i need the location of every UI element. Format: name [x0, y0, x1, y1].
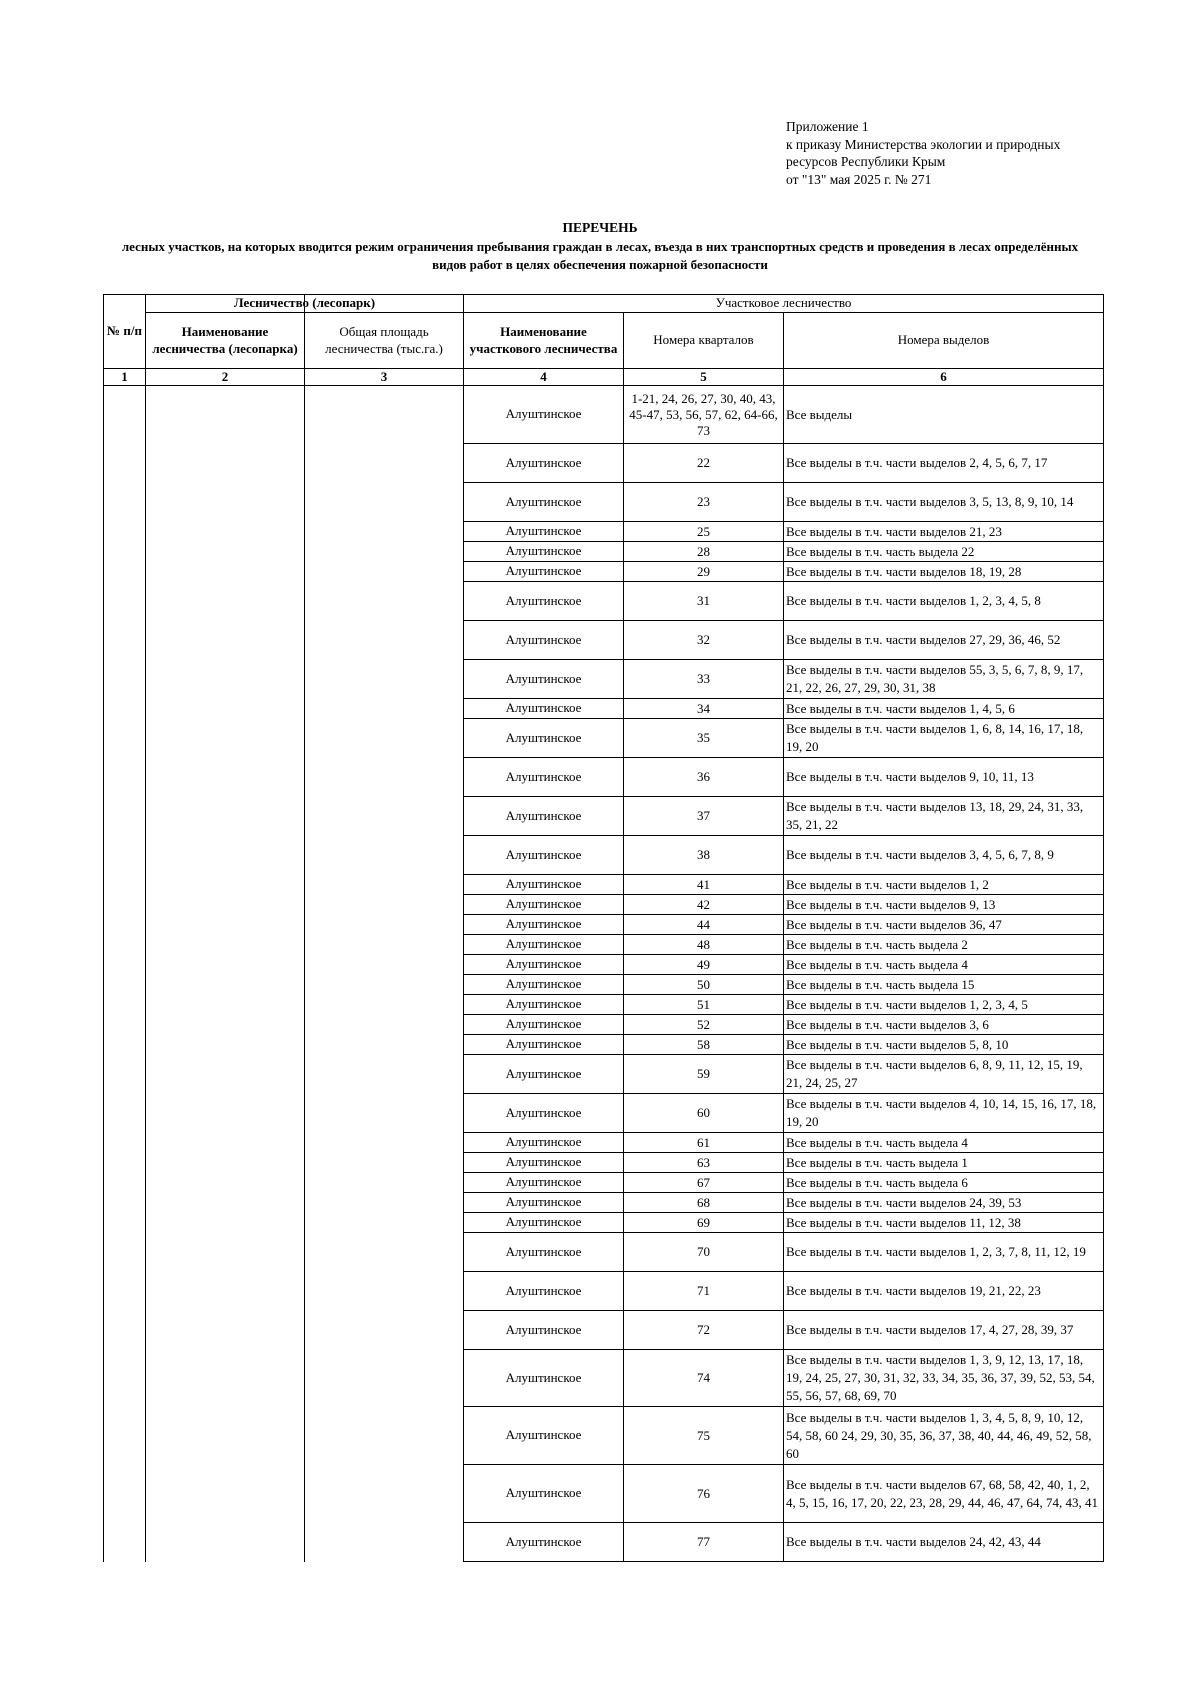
parcels-cell: Все выделы в т.ч. часть выдела 6 — [784, 1173, 1104, 1193]
parcels-cell: Все выделы в т.ч. часть выдела 1 — [784, 1153, 1104, 1173]
parcels-cell: Все выделы в т.ч. части выделов 17, 4, 27, 28, 39, 37 — [784, 1311, 1104, 1350]
district-name-cell: Алуштинское — [464, 1173, 624, 1193]
parcels-cell: Все выделы — [784, 386, 1104, 444]
district-name-cell: Алуштинское — [464, 915, 624, 935]
quarters-cell: 61 — [624, 1133, 784, 1153]
parcels-cell: Все выделы в т.ч. часть выдела 22 — [784, 542, 1104, 562]
parcels-cell: Все выделы в т.ч. части выделов 1, 4, 5, 6 — [784, 699, 1104, 719]
quarters-cell: 51 — [624, 995, 784, 1015]
parcels-cell: Все выделы в т.ч. части выделов 11, 12, 38 — [784, 1213, 1104, 1233]
district-name-cell: Алуштинское — [464, 975, 624, 995]
column-number-2: 2 — [146, 369, 305, 386]
quarters-cell: 48 — [624, 935, 784, 955]
forestry-name-cell — [146, 386, 305, 1562]
quarters-cell: 72 — [624, 1311, 784, 1350]
district-name-cell: Алуштинское — [464, 1015, 624, 1035]
parcels-cell: Все выделы в т.ч. части выделов 21, 23 — [784, 522, 1104, 542]
quarters-cell: 63 — [624, 1153, 784, 1173]
quarters-cell: 68 — [624, 1193, 784, 1213]
quarters-cell: 59 — [624, 1055, 784, 1094]
forestry-area-cell — [305, 386, 464, 1562]
document-subtitle: лесных участков, на которых вводится режим ограничения пребывания граждан в лесах, въезда в них транспортных средств и проведения в лесах определённых видов работ в целях обеспечения пожарной безопасности — [121, 239, 1079, 272]
parcels-cell: Все выделы в т.ч. части выделов 24, 42, 43, 44 — [784, 1523, 1104, 1562]
district-name-cell: Алуштинское — [464, 995, 624, 1015]
quarters-cell: 36 — [624, 758, 784, 797]
quarters-cell: 25 — [624, 522, 784, 542]
header-number: № п/п — [104, 295, 146, 369]
quarters-cell: 76 — [624, 1465, 784, 1523]
parcels-cell: Все выделы в т.ч. части выделов 6, 8, 9, 11, 12, 15, 19, 21, 24, 25, 27 — [784, 1055, 1104, 1094]
header-quarters: Номера кварталов — [624, 313, 784, 369]
parcels-cell: Все выделы в т.ч. части выделов 1, 3, 4, 5, 8, 9, 10, 12, 54, 58, 60 24, 29, 30, 35, 36, 37, 38, 40, 44, 46, 49, 52, 58, 60 — [784, 1407, 1104, 1465]
parcels-cell: Все выделы в т.ч. часть выдела 4 — [784, 955, 1104, 975]
parcels-cell: Все выделы в т.ч. части выделов 55, 3, 5, 6, 7, 8, 9, 17, 21, 22, 26, 27, 29, 30, 31, 38 — [784, 660, 1104, 699]
quarters-cell: 22 — [624, 444, 784, 483]
parcels-cell: Все выделы в т.ч. части выделов 1, 3, 9, 12, 13, 17, 18, 19, 24, 25, 27, 30, 31, 32, 33, 34, 35, 36, 37, 39, 52, 53, 54, 55, 56, 57, 68, 69, 70 — [784, 1350, 1104, 1407]
parcels-cell: Все выделы в т.ч. части выделов 36, 47 — [784, 915, 1104, 935]
district-name-cell: Алуштинское — [464, 660, 624, 699]
district-name-cell: Алуштинское — [464, 386, 624, 444]
column-number-5: 5 — [624, 369, 784, 386]
document-title: ПЕРЕЧЕНЬ — [562, 220, 638, 235]
parcels-cell: Все выделы в т.ч. части выделов 27, 29, 36, 46, 52 — [784, 621, 1104, 660]
district-name-cell: Алуштинское — [464, 836, 624, 875]
parcels-cell: Все выделы в т.ч. части выделов 3, 6 — [784, 1015, 1104, 1035]
parcels-cell: Все выделы в т.ч. части выделов 4, 10, 14, 15, 16, 17, 18, 19, 20 — [784, 1094, 1104, 1133]
district-name-cell: Алуштинское — [464, 935, 624, 955]
quarters-cell: 60 — [624, 1094, 784, 1133]
quarters-cell: 75 — [624, 1407, 784, 1465]
district-name-cell: Алуштинское — [464, 1133, 624, 1153]
column-number-1: 1 — [104, 369, 146, 386]
quarters-cell: 29 — [624, 562, 784, 582]
quarters-cell: 35 — [624, 719, 784, 758]
parcels-cell: Все выделы в т.ч. часть выдела 4 — [784, 1133, 1104, 1153]
header-group-forestry: Лесничество (лесопарк) — [146, 295, 464, 313]
appendix-line: от "13" мая 2025 г. № 271 — [786, 171, 932, 187]
appendix-line: Приложение 1 — [786, 119, 869, 134]
quarters-cell: 71 — [624, 1272, 784, 1311]
district-name-cell: Алуштинское — [464, 719, 624, 758]
district-name-cell: Алуштинское — [464, 895, 624, 915]
parcels-cell: Все выделы в т.ч. части выделов 2, 4, 5, 6, 7, 17 — [784, 444, 1104, 483]
district-name-cell: Алуштинское — [464, 1153, 624, 1173]
quarters-cell: 44 — [624, 915, 784, 935]
district-name-cell: Алуштинское — [464, 797, 624, 836]
parcels-cell: Все выделы в т.ч. части выделов 3, 5, 13, 8, 9, 10, 14 — [784, 483, 1104, 522]
district-name-cell: Алуштинское — [464, 1465, 624, 1523]
column-number-3: 3 — [305, 369, 464, 386]
parcels-cell: Все выделы в т.ч. части выделов 67, 68, 58, 42, 40, 1, 2, 4, 5, 15, 16, 17, 20, 22, 23, 28, 29, 44, 46, 47, 64, 74, 43, 41 — [784, 1465, 1104, 1523]
header-forestry-name: Наименование лесничества (лесопарка) — [146, 313, 305, 369]
table-row — [104, 386, 1104, 444]
quarters-cell: 67 — [624, 1173, 784, 1193]
parcels-cell: Все выделы в т.ч. части выделов 1, 2, 3, 4, 5, 8 — [784, 582, 1104, 621]
district-name-cell: Алуштинское — [464, 1523, 624, 1562]
parcels-cell: Все выделы в т.ч. части выделов 19, 21, 22, 23 — [784, 1272, 1104, 1311]
quarters-cell: 77 — [624, 1523, 784, 1562]
quarters-cell: 70 — [624, 1233, 784, 1272]
parcels-cell: Все выделы в т.ч. части выделов 1, 2, 3, 7, 8, 11, 12, 19 — [784, 1233, 1104, 1272]
parcels-cell: Все выделы в т.ч. части выделов 24, 39, 53 — [784, 1193, 1104, 1213]
district-name-cell: Алуштинское — [464, 522, 624, 542]
quarters-cell: 31 — [624, 582, 784, 621]
district-name-cell: Алуштинское — [464, 1272, 624, 1311]
quarters-cell: 38 — [624, 836, 784, 875]
quarters-cell: 49 — [624, 955, 784, 975]
district-name-cell: Алуштинское — [464, 1055, 624, 1094]
quarters-cell: 32 — [624, 621, 784, 660]
parcels-cell: Все выделы в т.ч. части выделов 9, 13 — [784, 895, 1104, 915]
quarters-cell: 33 — [624, 660, 784, 699]
column-number-4: 4 — [464, 369, 624, 386]
parcels-cell: Все выделы в т.ч. часть выдела 15 — [784, 975, 1104, 995]
district-name-cell: Алуштинское — [464, 1350, 624, 1407]
quarters-cell: 50 — [624, 975, 784, 995]
district-name-cell: Алуштинское — [464, 582, 624, 621]
district-name-cell: Алуштинское — [464, 955, 624, 975]
parcels-cell: Все выделы в т.ч. части выделов 5, 8, 10 — [784, 1035, 1104, 1055]
header-group-district: Участковое лесничество — [464, 295, 1104, 313]
district-name-cell: Алуштинское — [464, 483, 624, 522]
district-name-cell: Алуштинское — [464, 758, 624, 797]
forest-parcels-table — [103, 294, 1104, 1562]
district-name-cell: Алуштинское — [464, 1035, 624, 1055]
parcels-cell: Все выделы в т.ч. части выделов 1, 2 — [784, 875, 1104, 895]
quarters-cell: 41 — [624, 875, 784, 895]
parcels-cell: Все выделы в т.ч. части выделов 1, 6, 8, 14, 16, 17, 18, 19, 20 — [784, 719, 1104, 758]
row-number-cell — [104, 386, 146, 1562]
quarters-cell: 52 — [624, 1015, 784, 1035]
quarters-cell: 28 — [624, 542, 784, 562]
quarters-cell: 23 — [624, 483, 784, 522]
district-name-cell: Алуштинское — [464, 542, 624, 562]
appendix-line: ресурсов Республики Крым — [786, 154, 946, 169]
parcels-cell: Все выделы в т.ч. части выделов 9, 10, 11, 13 — [784, 758, 1104, 797]
parcels-cell: Все выделы в т.ч. часть выдела 2 — [784, 935, 1104, 955]
district-name-cell: Алуштинское — [464, 562, 624, 582]
district-name-cell: Алуштинское — [464, 444, 624, 483]
district-name-cell: Алуштинское — [464, 1233, 624, 1272]
district-name-cell: Алуштинское — [464, 1213, 624, 1233]
header-district-name: Наименование участкового лесничества — [464, 313, 624, 369]
quarters-cell: 37 — [624, 797, 784, 836]
header-parcels: Номера выделов — [784, 313, 1104, 369]
district-name-cell: Алуштинское — [464, 1407, 624, 1465]
appendix-block — [786, 118, 1060, 188]
quarters-cell: 42 — [624, 895, 784, 915]
quarters-cell: 74 — [624, 1350, 784, 1407]
parcels-cell: Все выделы в т.ч. части выделов 13, 18, 29, 24, 31, 33, 35, 21, 22 — [784, 797, 1104, 836]
quarters-cell: 34 — [624, 699, 784, 719]
quarters-cell: 69 — [624, 1213, 784, 1233]
parcels-cell: Все выделы в т.ч. части выделов 3, 4, 5, 6, 7, 8, 9 — [784, 836, 1104, 875]
district-name-cell: Алуштинское — [464, 1193, 624, 1213]
column-number-6: 6 — [784, 369, 1104, 386]
district-name-cell: Алуштинское — [464, 1311, 624, 1350]
quarters-cell: 1-21, 24, 26, 27, 30, 40, 43, 45-47, 53, 56, 57, 62, 64-66, 73 — [624, 386, 784, 444]
quarters-cell: 58 — [624, 1035, 784, 1055]
appendix-line: к приказу Министерства экологии и природных — [786, 136, 1061, 152]
district-name-cell: Алуштинское — [464, 621, 624, 660]
header-area: Общая площадь лесничества (тыс.га.) — [305, 313, 464, 369]
district-name-cell: Алуштинское — [464, 1094, 624, 1133]
district-name-cell: Алуштинское — [464, 699, 624, 719]
parcels-cell: Все выделы в т.ч. части выделов 1, 2, 3, 4, 5 — [784, 995, 1104, 1015]
parcels-cell: Все выделы в т.ч. части выделов 18, 19, 28 — [784, 562, 1104, 582]
district-name-cell: Алуштинское — [464, 875, 624, 895]
